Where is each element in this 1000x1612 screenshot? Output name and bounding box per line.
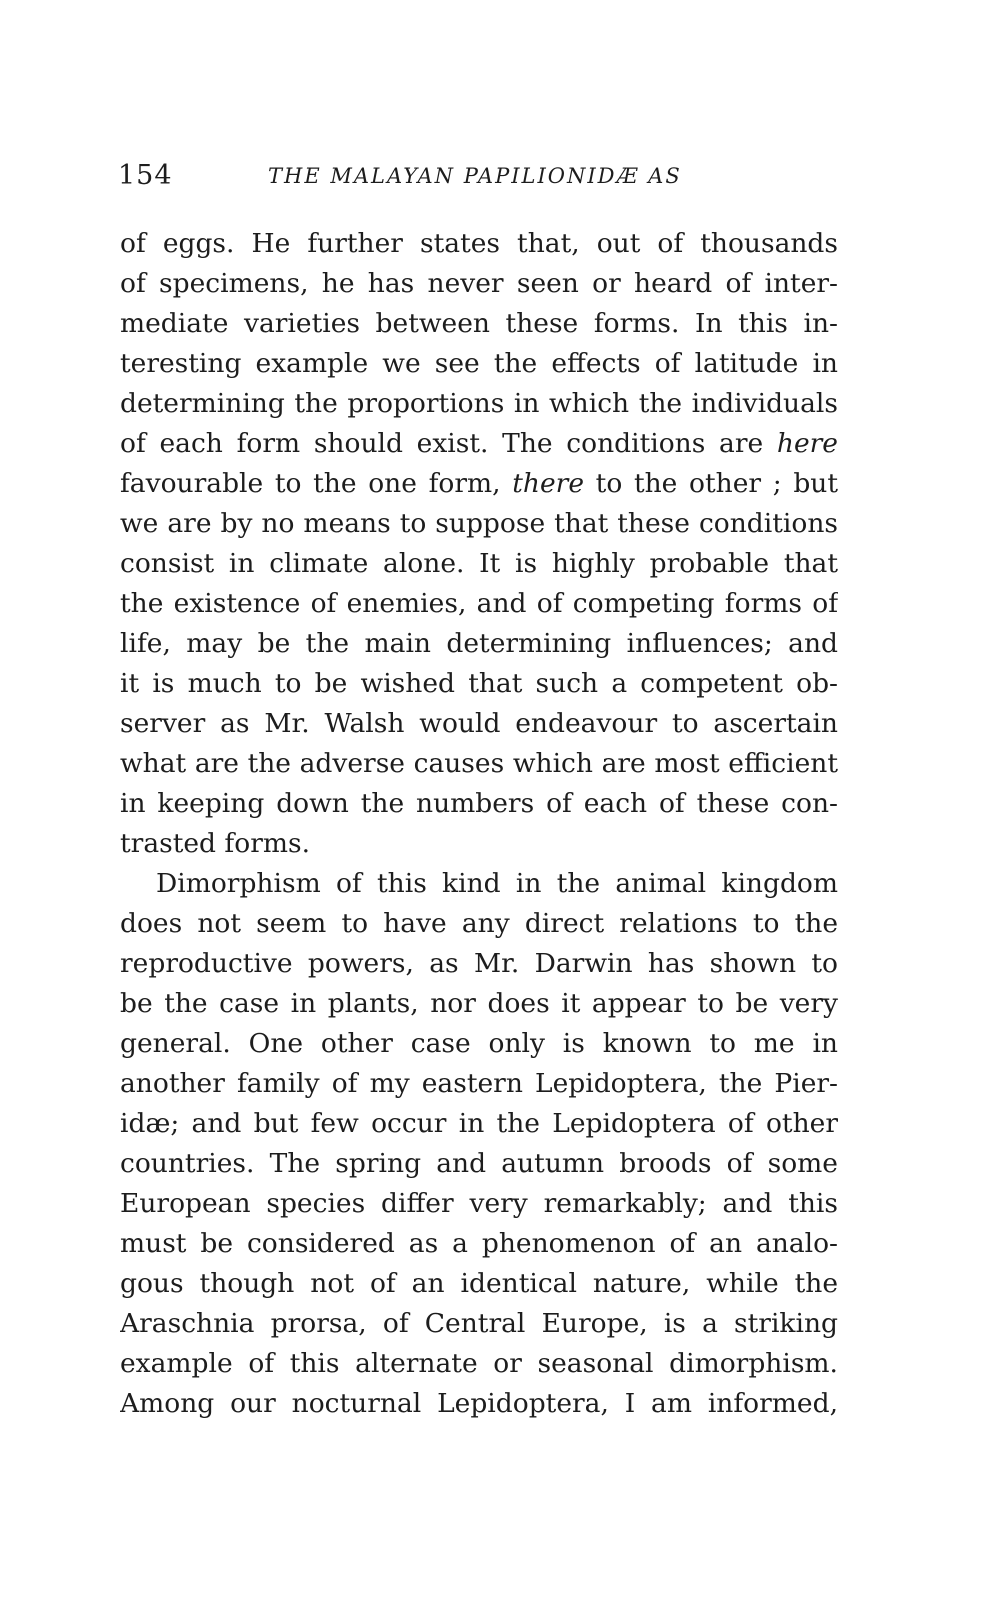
text-line-13: server as Mr. Walsh would endeavour to ascertain	[120, 708, 838, 739]
text-line-22: another family of my eastern Lepidoptera, the Pier-	[120, 1068, 838, 1099]
text-line-10: the existence of enemies, and of competing forms of	[120, 588, 838, 619]
text-line-19: reproductive powers, as Mr. Darwin has shown to	[120, 948, 838, 979]
text-line-5: determining the proportions in which the individuals	[120, 388, 838, 419]
page-number: 154	[118, 160, 173, 191]
italic-word-here: here	[776, 428, 838, 459]
running-head: THE MALAYAN PAPILIONIDÆ AS	[268, 164, 682, 188]
text-line-21: general. One other case only is known to me in	[120, 1028, 838, 1059]
italic-word-there: there	[512, 468, 584, 499]
text-line-15: in keeping down the numbers of each of these con-	[120, 788, 838, 819]
text-line-23: idæ; and but few occur in the Lepidoptera of other	[120, 1108, 838, 1139]
text-line-7	[120, 464, 838, 504]
text-line-20: be the case in plants, nor does it appear to be very	[120, 988, 838, 1019]
text-line-18: does not seem to have any direct relations to the	[120, 908, 838, 939]
page-header	[118, 160, 858, 200]
text-line-28: Araschnia prorsa, of Central Europe, is a striking	[120, 1308, 838, 1339]
text-line-2: of specimens, he has never seen or heard of inter-	[120, 268, 838, 299]
text-line-16: trasted forms.	[120, 828, 311, 859]
text-line-26: must be considered as a phenomenon of an analo-	[120, 1228, 838, 1259]
text-line-4: teresting example we see the effects of latitude in	[120, 348, 838, 379]
text-line-7-pre: favourable to the one form,	[120, 468, 513, 499]
text-line-17: Dimorphism of this kind in the animal kingdom	[156, 868, 838, 899]
text-line-29: example of this alternate or seasonal dimorphism.	[120, 1348, 838, 1379]
text-line-9: consist in climate alone. It is highly probable that	[120, 548, 838, 579]
text-line-6-main: of each form should exist. The conditions are	[120, 428, 777, 459]
text-line-25: European species differ very remarkably; and this	[120, 1188, 838, 1219]
body-text	[120, 224, 838, 1424]
text-line-11: life, may be the main determining influences; and	[120, 628, 838, 659]
text-line-8: we are by no means to suppose that these conditions	[120, 508, 838, 539]
text-line-30: Among our nocturnal Lepidoptera, I am informed,	[120, 1388, 838, 1419]
text-line-14: what are the adverse causes which are most efficient	[120, 748, 838, 779]
text-line-7-post: to the other ; but	[584, 468, 838, 499]
text-line-1: of eggs. He further states that, out of thousands	[120, 228, 838, 259]
text-line-3: mediate varieties between these forms. In this in-	[120, 308, 838, 339]
text-line-27: gous though not of an identical nature, while the	[120, 1268, 838, 1299]
text-line-12: it is much to be wished that such a competent ob-	[120, 668, 838, 699]
text-line-6	[120, 424, 838, 464]
text-line-24: countries. The spring and autumn broods of some	[120, 1148, 838, 1179]
